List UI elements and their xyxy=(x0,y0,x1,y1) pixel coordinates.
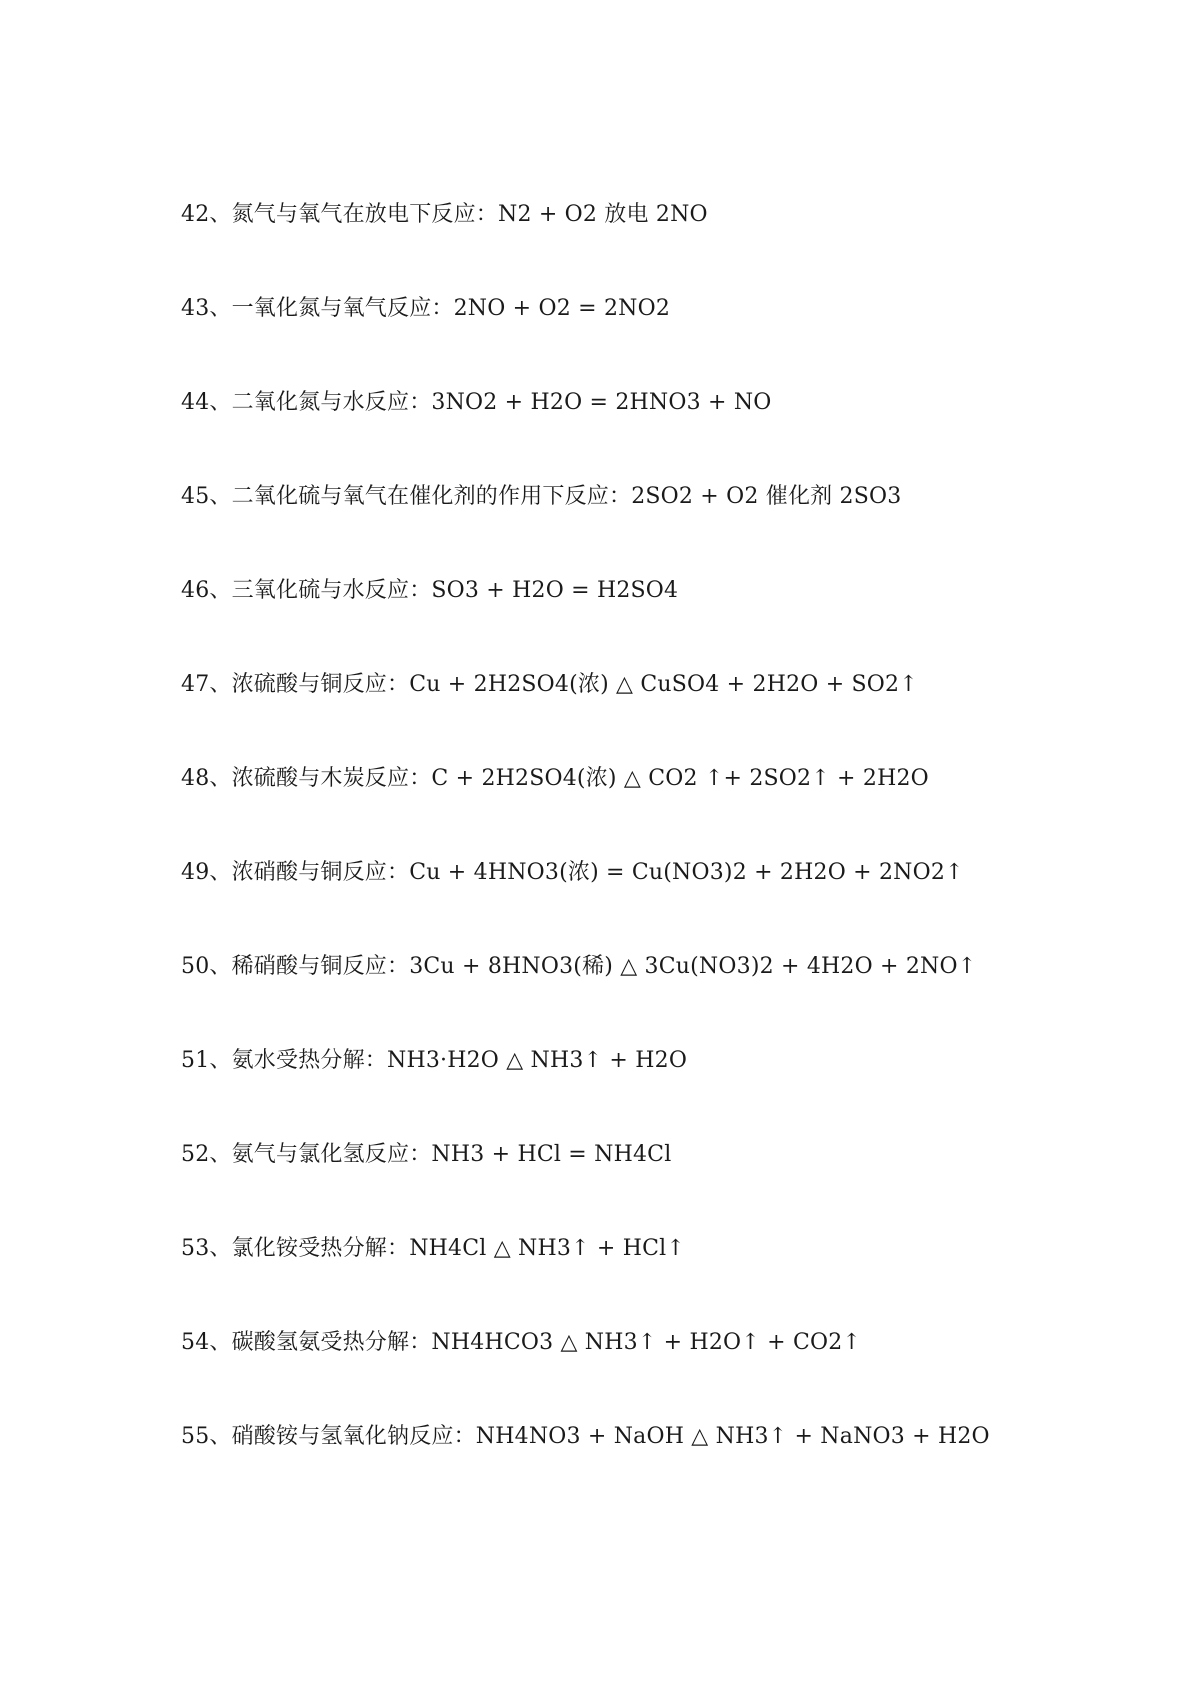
reaction-line-51: 51、氨水受热分解：NH3·H2O △ NH3↑ + H2O xyxy=(181,1048,688,1073)
reaction-line-50: 50、稀硝酸与铜反应：3Cu + 8HNO3(稀) △ 3Cu(NO3)2 + 4H2O + 2NO↑ xyxy=(181,954,977,979)
reaction-line-45: 45、二氧化硫与氧气在催化剂的作用下反应：2SO2 + O2 催化剂 2SO3 xyxy=(181,484,902,509)
reaction-line-44: 44、二氧化氮与水反应：3NO2 + H2O = 2HNO3 + NO xyxy=(181,390,772,415)
reaction-line-47: 47、浓硫酸与铜反应：Cu + 2H2SO4(浓) △ CuSO4 + 2H2O + SO2↑ xyxy=(181,672,918,697)
reaction-line-43: 43、一氧化氮与氧气反应：2NO + O2 = 2NO2 xyxy=(181,296,671,321)
reaction-line-42: 42、氮气与氧气在放电下反应：N2 + O2 放电 2NO xyxy=(181,202,708,227)
reaction-list xyxy=(181,196,1121,1512)
reaction-line-46: 46、三氧化硫与水反应：SO3 + H2O = H2SO4 xyxy=(181,578,679,603)
reaction-line-52: 52、氨气与氯化氢反应：NH3 + HCl = NH4Cl xyxy=(181,1142,672,1167)
reaction-line-49: 49、浓硝酸与铜反应：Cu + 4HNO3(浓) = Cu(NO3)2 + 2H2O + 2NO2↑ xyxy=(181,860,964,885)
reaction-line-48: 48、浓硫酸与木炭反应：C + 2H2SO4(浓) △ CO2 ↑+ 2SO2↑ + 2H2O xyxy=(181,766,929,791)
reaction-line-54: 54、碳酸氢氨受热分解：NH4HCO3 △ NH3↑ + H2O↑ + CO2↑ xyxy=(181,1330,862,1355)
reaction-line-55: 55、硝酸铵与氢氧化钠反应：NH4NO3 + NaOH △ NH3↑ + NaNO3 + H2O xyxy=(181,1424,990,1449)
reaction-line-53: 53、氯化铵受热分解：NH4Cl △ NH3↑ + HCl↑ xyxy=(181,1236,685,1261)
